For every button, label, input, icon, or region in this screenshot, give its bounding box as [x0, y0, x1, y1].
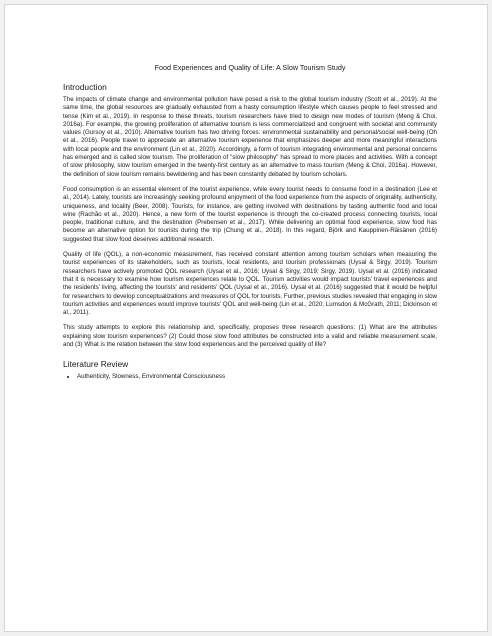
section-heading-introduction: Introduction: [63, 82, 107, 92]
intro-paragraph-4: This study attempts to explore this relationship and, specifically, proposes three research questions: (1) What are the attributes explaining slow tourism experiences? (2) Could those slow food attributes be constructed into a valid and reliable measurement scale, and (3) What is the relation between the slow food experiences and the perceived quality of life?: [63, 324, 437, 349]
literature-review-list: [63, 373, 437, 381]
intro-paragraph-2: Food consumption is an essential element of the tourist experience, while every tourist needs to consume food in a destination (Lee et al., 2014). Lately, tourists are increasingly seeking profound enjoyment of the food experience from the aspects of originality, authenticity, uniqueness, and locality (Beer, 2008). Tourists, for instance, are getting involved with destinations by tasting authentic food and local wine (Rachão et al., 2020). Hence, a new form of the tourist experience is through the co-created process connecting tourists, local people, traditional culture, and the destination (Prebensen et al., 2017). While delivering an optimal food experience, slow food has become an alternative option for tourists during the trip (Chung et al., 2018). In this regard, Björk and Kauppinen-Räisänen (2016) suggested that slow food deserves additional research.: [63, 185, 437, 243]
intro-paragraph-3: Quality of life (QOL), a non-economic measurement, has received constant attention among tourism scholars when measuring the tourist experiences of its stakeholders, such as tourists, local residents, and tourism professionals (Uysal & Sirgy, 2019). Tourism researchers have actively promoted QOL research (Uysal et al., 2016; Uysal & Sirgy, 2019; Sirgy, 2019). Uysal et al. (2016) indicated that it is necessary to examine how tourism experiences relate to QOL. Tourism activities would impact tourists' travel experiences and the residents' living, affecting the tourists' and residents' QOL (Uysal et al., 2016). Uysal et al. (2016) suggested that it would be helpful for researchers to develop conceptualizations and measures of QOL for tourists. Further, previous studies revealed that engaging in slow tourism activities and experiences would improve tourists' QOL and well-being (Lin et al., 2020; Lumsdon & McGrath, 2011; Dickinson et al., 2011).: [63, 251, 437, 317]
page-content: [63, 63, 437, 382]
document-page: [4, 4, 488, 632]
intro-paragraph-1: The impacts of climate change and environmental pollution have posed a risk to the global tourism industry (Scott et al., 2019). At the same time, the global resources are gradually exhausted from a hasty consumption lifestyle which causes people to feel stressed and tense (Kim et al., 2019). In response to these threats, tourism researchers have tried to design new modes of tourism (Meng & Choi, 2016a). For example, the growing proliferation of alternative tourism is less commercialized and congruent with societal and community values (Gursoy et al., 2010). Alternative tourism has two driving forces: environmental sustainability and personal/social well-being (Oh et al., 2016). People travel to appreciate an alternative tourism experience that emphasizes deeper and more meaningful interactions with local people and the environment (Lin et al., 2020). Accordingly, a form of tourism integrating environmental and personal concerns has emerged and is called slow tourism. The proliferation of "slow philosophy" has spread to more places and activities. With a concept of slow philosophy, slow tourism emerged in the twenty-first century as an alternative to mass tourism (Meng & Choi, 2016a). However, the definition of slow tourism remains bewildering and has been constantly debated by tourism scholars.: [63, 96, 437, 178]
section-heading-literature-review: Literature Review: [63, 359, 129, 370]
list-item: • Authenticity, Slowness, Environmental Consciousness: [77, 373, 437, 381]
paper-title: Food Experiences and Quality of Life: A Slow Tourism Study: [154, 63, 346, 72]
